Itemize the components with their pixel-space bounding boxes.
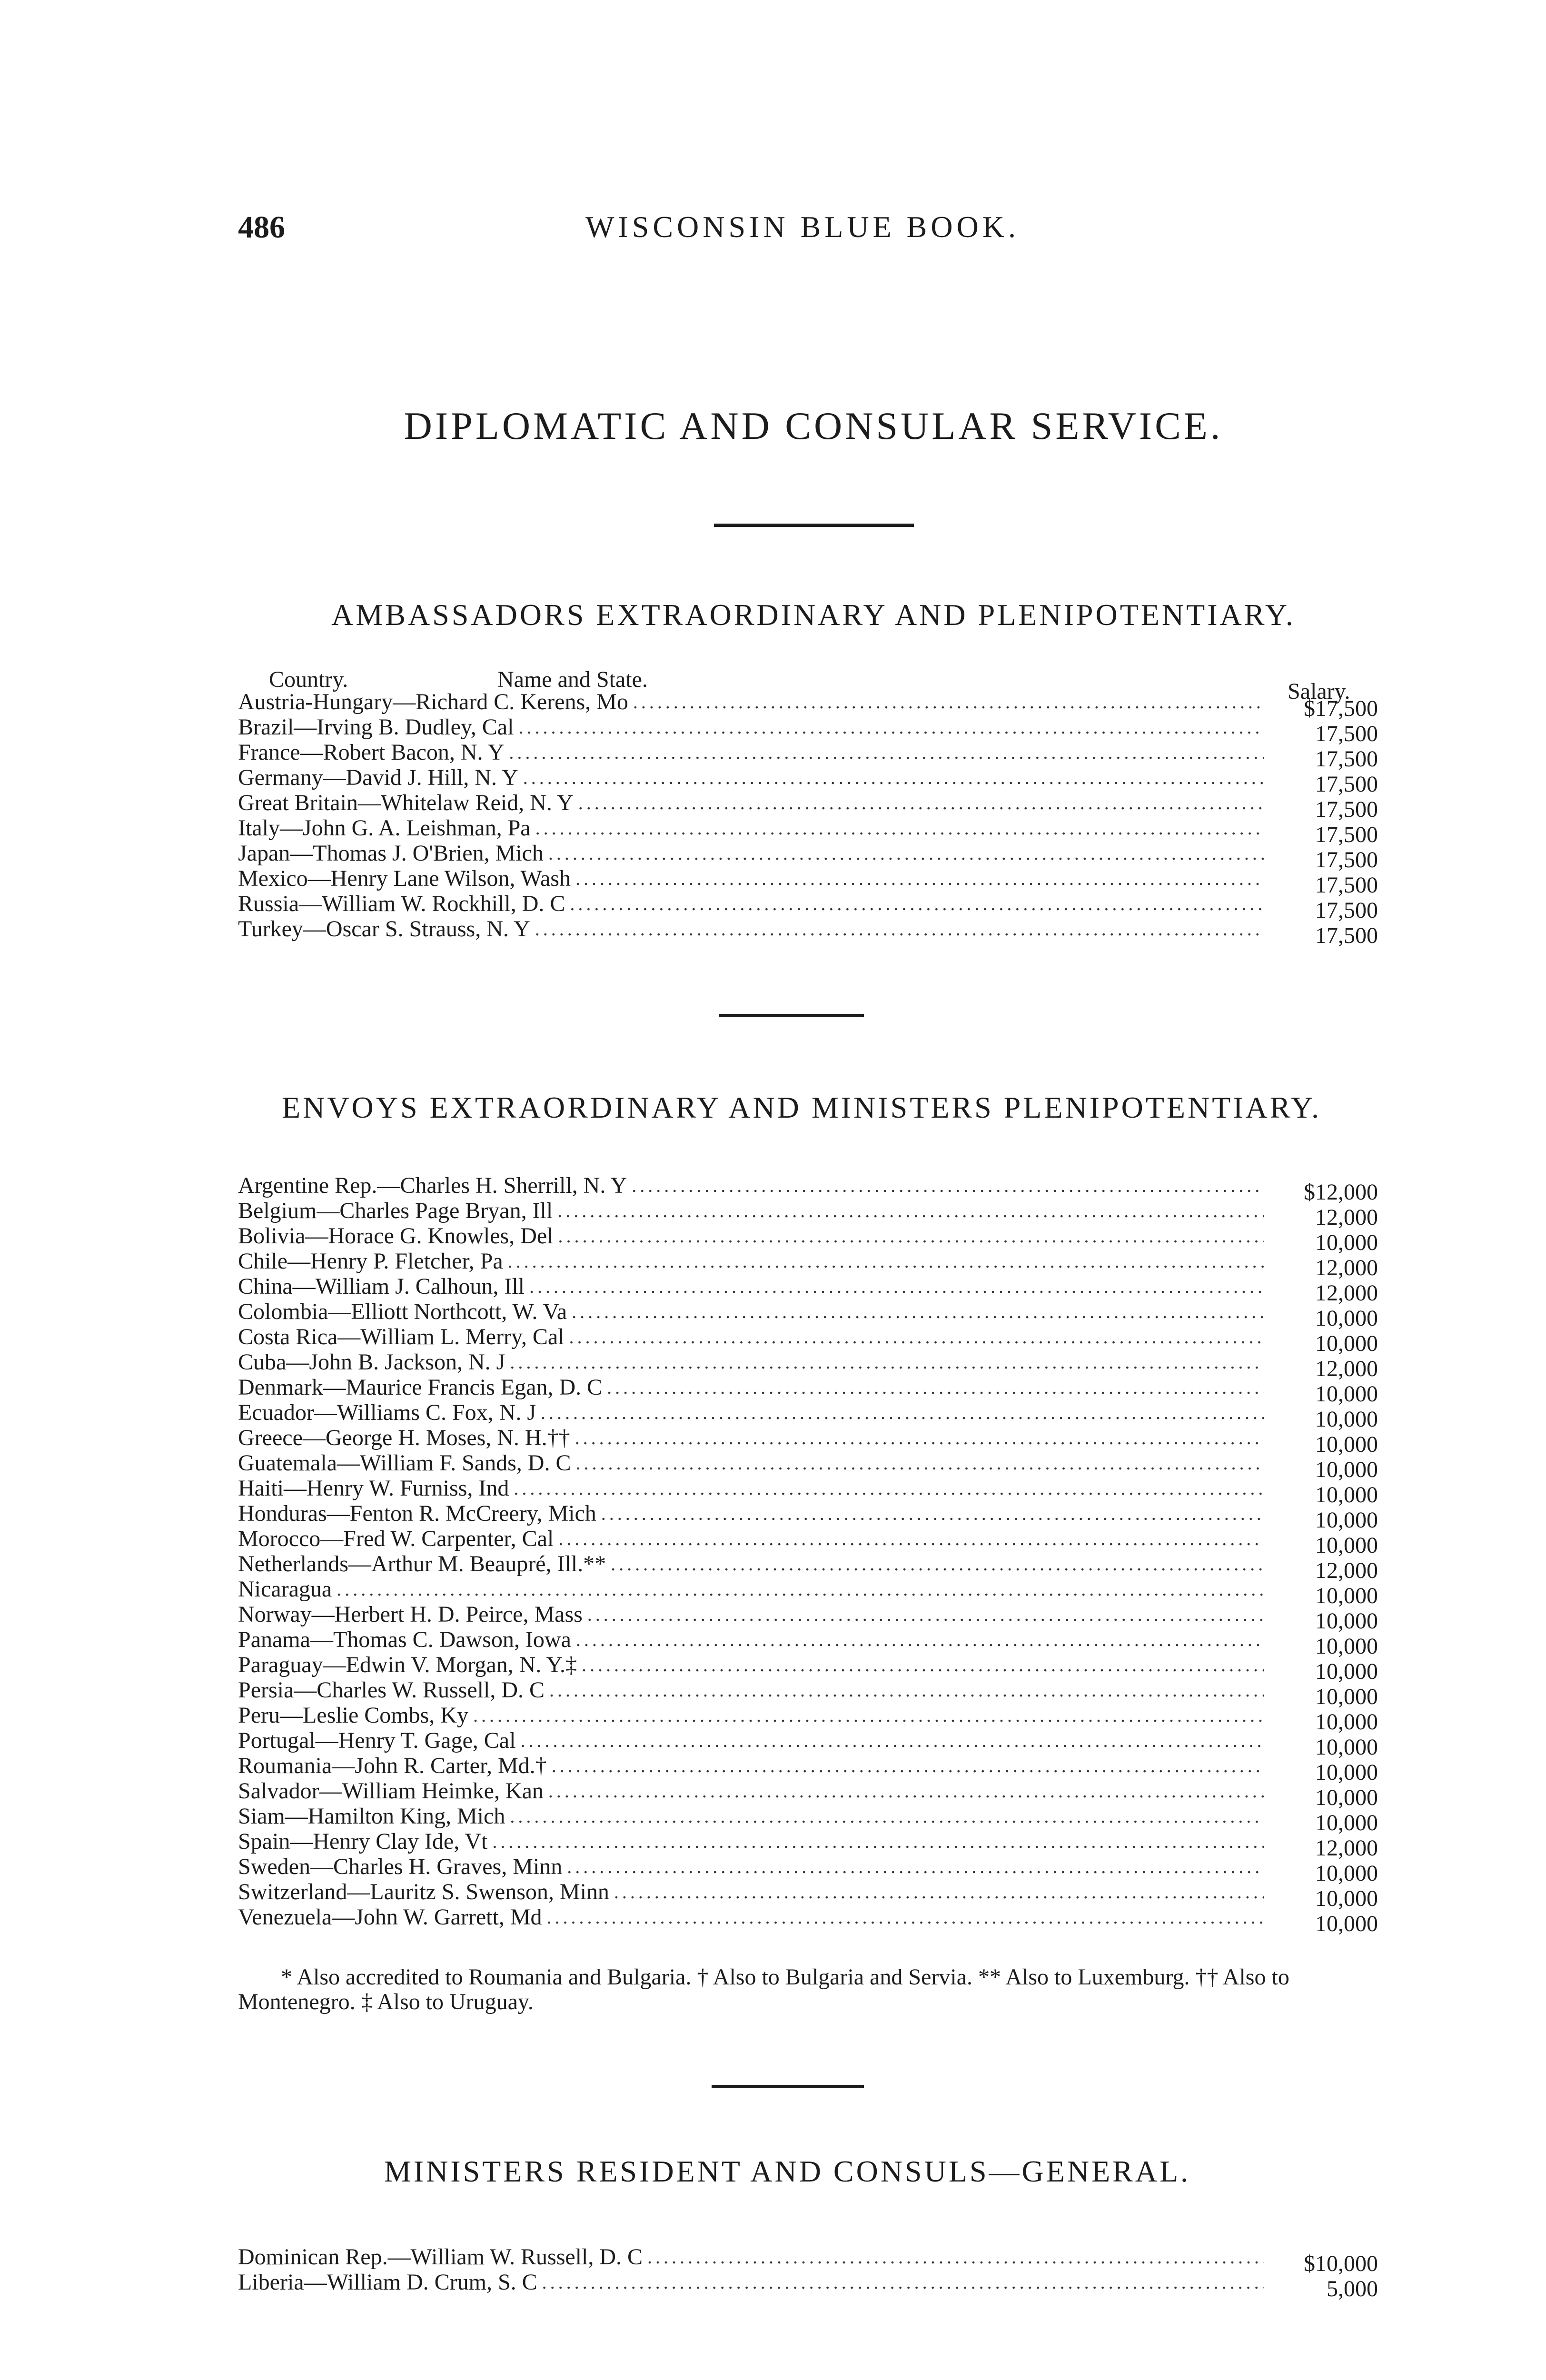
entry-salary: 10,000 [1315, 1432, 1378, 1457]
table-row [238, 815, 1378, 847]
table-row [238, 1551, 1378, 1583]
entry-name: Costa Rica—William L. Merry, Cal [238, 1324, 565, 1349]
dot-leader [647, 2244, 1264, 2270]
table-row [238, 765, 1378, 797]
entry-name: Germany—David J. Hill, N. Y [238, 765, 518, 790]
dot-leader [582, 1652, 1264, 1677]
dot-leader [587, 1602, 1264, 1627]
table-row [238, 1904, 1378, 1936]
entry-name: Austria-Hungary—Richard C. Kerens, Mo [238, 689, 628, 714]
entry-salary: 10,000 [1315, 1608, 1378, 1634]
entry-name: Ecuador—Williams C. Fox, N. J [238, 1400, 536, 1425]
entry-salary: 17,500 [1315, 847, 1378, 873]
dot-leader [632, 1173, 1264, 1198]
entry-name: Norway—Herbert H. D. Peirce, Mass [238, 1602, 583, 1627]
entry-name: Denmark—Maurice Francis Egan, D. C [238, 1375, 603, 1400]
entry-name: Chile—Henry P. Fletcher, Pa [238, 1249, 503, 1274]
entry-salary: $10,000 [1304, 2251, 1378, 2276]
entry-salary: 10,000 [1315, 1381, 1378, 1407]
dot-leader [633, 689, 1264, 714]
table-row [238, 1198, 1378, 1230]
dot-leader [510, 1804, 1264, 1829]
dot-leader [514, 1476, 1264, 1501]
ambassadors-list [238, 689, 1378, 948]
dot-leader [542, 2270, 1264, 2295]
entry-name: Paraguay—Edwin V. Morgan, N. Y.‡ [238, 1652, 577, 1677]
entry-name: Siam—Hamilton King, Mich [238, 1804, 505, 1829]
dot-leader [518, 714, 1264, 740]
entry-name: Cuba—John B. Jackson, N. J [238, 1349, 505, 1375]
table-row [238, 1299, 1378, 1331]
entry-name: Switzerland—Lauritz S. Swenson, Minn [238, 1879, 609, 1904]
entry-name: Russia—William W. Rockhill, D. C [238, 891, 565, 916]
entry-name: Nicaragua [238, 1577, 332, 1602]
table-row [238, 891, 1378, 923]
table-row [238, 1501, 1378, 1533]
entry-salary: $12,000 [1304, 1180, 1378, 1205]
entry-salary: 17,500 [1315, 797, 1378, 822]
table-row [238, 1577, 1378, 1608]
entry-salary: 10,000 [1315, 1785, 1378, 1810]
entry-salary: 10,000 [1315, 1886, 1378, 1911]
dot-leader [567, 1854, 1264, 1879]
entry-salary: 10,000 [1315, 1507, 1378, 1533]
entry-salary: 12,000 [1315, 1280, 1378, 1306]
entry-name: Portugal—Henry T. Gage, Cal [238, 1728, 516, 1753]
entry-name: Mexico—Henry Lane Wilson, Wash [238, 866, 571, 891]
dot-leader [509, 740, 1264, 765]
entry-name: France—Robert Bacon, N. Y [238, 740, 505, 765]
table-row [238, 1400, 1378, 1432]
entry-salary: 12,000 [1315, 1558, 1378, 1583]
table-row [238, 2244, 1378, 2276]
table-row [238, 1804, 1378, 1835]
entry-salary: 17,500 [1315, 772, 1378, 797]
dot-leader [575, 1450, 1264, 1476]
entry-name: Liberia—William D. Crum, S. C [238, 2270, 537, 2295]
dot-leader [547, 1904, 1264, 1930]
entry-salary: 10,000 [1315, 1457, 1378, 1482]
entry-name: Honduras—Fenton R. McCreery, Mich [238, 1501, 596, 1526]
table-row [238, 1879, 1378, 1911]
entry-salary: 10,000 [1315, 1659, 1378, 1684]
table-row [238, 689, 1378, 721]
dot-leader [548, 841, 1264, 866]
entry-salary: 17,500 [1315, 721, 1378, 746]
entry-salary: 12,000 [1315, 1356, 1378, 1381]
entry-name: Colombia—Elliott Northcott, W. Va [238, 1299, 567, 1324]
entry-salary: 10,000 [1315, 1911, 1378, 1936]
envoys-heading: ENVOYS EXTRAORDINARY AND MINISTERS PLENIPOTENTIARY. [282, 1091, 1321, 1124]
table-row [238, 1728, 1378, 1760]
page-number: 486 [238, 210, 285, 245]
entry-salary: 10,000 [1315, 1861, 1378, 1886]
column-header-country: Country. [269, 667, 348, 692]
dot-leader [535, 815, 1264, 841]
table-row [238, 1173, 1378, 1205]
dot-leader [601, 1501, 1264, 1526]
entry-salary: 10,000 [1315, 1230, 1378, 1255]
dot-leader [611, 1551, 1264, 1577]
dot-leader [576, 1627, 1264, 1652]
entry-name: Bolivia—Horace G. Knowles, Del [238, 1223, 554, 1249]
dot-leader [535, 916, 1264, 942]
entry-name: Peru—Leslie Combs, Ky [238, 1703, 468, 1728]
column-header-name: Name and State. [497, 667, 648, 692]
entry-name: Turkey—Oscar S. Strauss, N. Y [238, 916, 530, 942]
dot-leader [529, 1274, 1264, 1299]
dot-leader [614, 1879, 1264, 1904]
table-row [238, 1223, 1378, 1255]
table-row [238, 1829, 1378, 1861]
entry-name: Venezuela—John W. Garrett, Md [238, 1904, 542, 1930]
section-divider [719, 1014, 864, 1017]
table-row [238, 1450, 1378, 1482]
entry-salary: 17,500 [1315, 822, 1378, 847]
entry-salary: 17,500 [1315, 873, 1378, 898]
table-row [238, 866, 1378, 898]
entry-salary: 10,000 [1315, 1684, 1378, 1709]
entry-name: Netherlands—Arthur M. Beaupré, Ill.** [238, 1551, 606, 1577]
table-row [238, 1476, 1378, 1507]
entry-name: Argentine Rep.—Charles H. Sherrill, N. Y [238, 1173, 627, 1198]
table-row [238, 1425, 1378, 1457]
entry-name: Sweden—Charles H. Graves, Minn [238, 1854, 563, 1879]
footnote: * Also accredited to Roumania and Bulgaria. † Also to Bulgaria and Servia. ** Also to Luxemburg. †† Also to Montenegro. ‡ Also to Uruguay. [238, 1964, 1289, 2014]
entry-salary: 10,000 [1315, 1735, 1378, 1760]
entry-salary: 10,000 [1315, 1407, 1378, 1432]
entry-name: Persia—Charles W. Russell, D. C [238, 1677, 545, 1703]
dot-leader [508, 1249, 1264, 1274]
table-row [238, 1854, 1378, 1886]
entry-name: Guatemala—William F. Sands, D. C [238, 1450, 571, 1476]
section-divider [714, 524, 914, 527]
table-row [238, 790, 1378, 822]
dot-leader [520, 1728, 1264, 1753]
entry-salary: 17,500 [1315, 746, 1378, 772]
dot-leader [549, 1677, 1264, 1703]
table-row [238, 1652, 1378, 1684]
table-row [238, 1274, 1378, 1306]
entry-name: Italy—John G. A. Leishman, Pa [238, 815, 531, 841]
dot-leader [510, 1349, 1264, 1375]
entry-salary: 10,000 [1315, 1709, 1378, 1735]
entry-name: Panama—Thomas C. Dawson, Iowa [238, 1627, 571, 1652]
dot-leader [557, 1198, 1264, 1223]
entry-salary: 12,000 [1315, 1255, 1378, 1280]
entry-salary: $17,500 [1304, 696, 1378, 721]
table-row [238, 1627, 1378, 1659]
entry-salary: 10,000 [1315, 1634, 1378, 1659]
dot-leader [492, 1829, 1264, 1854]
entry-salary: 17,500 [1315, 923, 1378, 948]
table-row [238, 1677, 1378, 1709]
entry-name: Brazil—Irving B. Dudley, Cal [238, 714, 514, 740]
entry-salary: 17,500 [1315, 898, 1378, 923]
dot-leader [552, 1753, 1264, 1778]
table-row [238, 1349, 1378, 1381]
table-row [238, 714, 1378, 746]
dot-leader [558, 1223, 1264, 1249]
entry-salary: 12,000 [1315, 1205, 1378, 1230]
envoys-list [238, 1173, 1378, 1936]
entry-name: Salvador—William Heimke, Kan [238, 1778, 544, 1804]
section-divider [712, 2085, 864, 2088]
dot-leader [607, 1375, 1264, 1400]
entry-name: Haiti—Henry W. Furniss, Ind [238, 1476, 509, 1501]
dot-leader [541, 1400, 1264, 1425]
entry-salary: 12,000 [1315, 1835, 1378, 1861]
table-row [238, 1703, 1378, 1735]
entry-name: Dominican Rep.—William W. Russell, D. C [238, 2244, 643, 2270]
ministers-list [238, 2244, 1378, 2301]
entry-salary: 10,000 [1315, 1760, 1378, 1785]
table-row [238, 841, 1378, 873]
entry-salary: 10,000 [1315, 1306, 1378, 1331]
table-row [238, 1602, 1378, 1634]
ambassadors-heading: AMBASSADORS EXTRAORDINARY AND PLENIPOTENTIARY. [331, 598, 1296, 632]
table-row [238, 1249, 1378, 1280]
entry-salary: 10,000 [1315, 1583, 1378, 1608]
entry-salary: 10,000 [1315, 1331, 1378, 1356]
dot-leader [473, 1703, 1264, 1728]
table-row [238, 2270, 1378, 2301]
table-row [238, 1324, 1378, 1356]
dot-leader [337, 1577, 1264, 1602]
dot-leader [575, 1425, 1264, 1450]
entry-salary: 5,000 [1327, 2276, 1378, 2301]
running-head [0, 209, 1546, 252]
entry-salary: 10,000 [1315, 1533, 1378, 1558]
ministers-heading: MINISTERS RESIDENT AND CONSULS—GENERAL. [384, 2154, 1191, 2188]
table-row [238, 916, 1378, 948]
entry-name: Morocco—Fred W. Carpenter, Cal [238, 1526, 554, 1551]
dot-leader [548, 1778, 1264, 1804]
page-title: DIPLOMATIC AND CONSULAR SERVICE. [404, 404, 1223, 447]
entry-name: Greece—George H. Moses, N. H.†† [238, 1425, 570, 1450]
dot-leader [575, 866, 1264, 891]
entry-name: China—William J. Calhoun, Ill [238, 1274, 525, 1299]
column-header-salary: Salary. [1288, 679, 1350, 704]
running-title: WISCONSIN BLUE BOOK. [585, 210, 1020, 244]
entry-salary: 10,000 [1315, 1810, 1378, 1835]
dot-leader [558, 1526, 1264, 1551]
dot-leader [578, 790, 1264, 815]
table-row [238, 1753, 1378, 1785]
table-row [238, 1526, 1378, 1558]
dot-leader [572, 1299, 1264, 1324]
entry-name: Spain—Henry Clay Ide, Vt [238, 1829, 488, 1854]
table-row [238, 740, 1378, 772]
dot-leader [523, 765, 1264, 790]
dot-leader [569, 1324, 1264, 1349]
entry-salary: 10,000 [1315, 1482, 1378, 1507]
dot-leader [570, 891, 1264, 916]
table-row [238, 1778, 1378, 1810]
entry-name: Roumania—John R. Carter, Md.† [238, 1753, 547, 1778]
entry-name: Belgium—Charles Page Bryan, Ill [238, 1198, 553, 1223]
entry-name: Japan—Thomas J. O'Brien, Mich [238, 841, 544, 866]
entry-name: Great Britain—Whitelaw Reid, N. Y [238, 790, 574, 815]
table-row [238, 1375, 1378, 1407]
